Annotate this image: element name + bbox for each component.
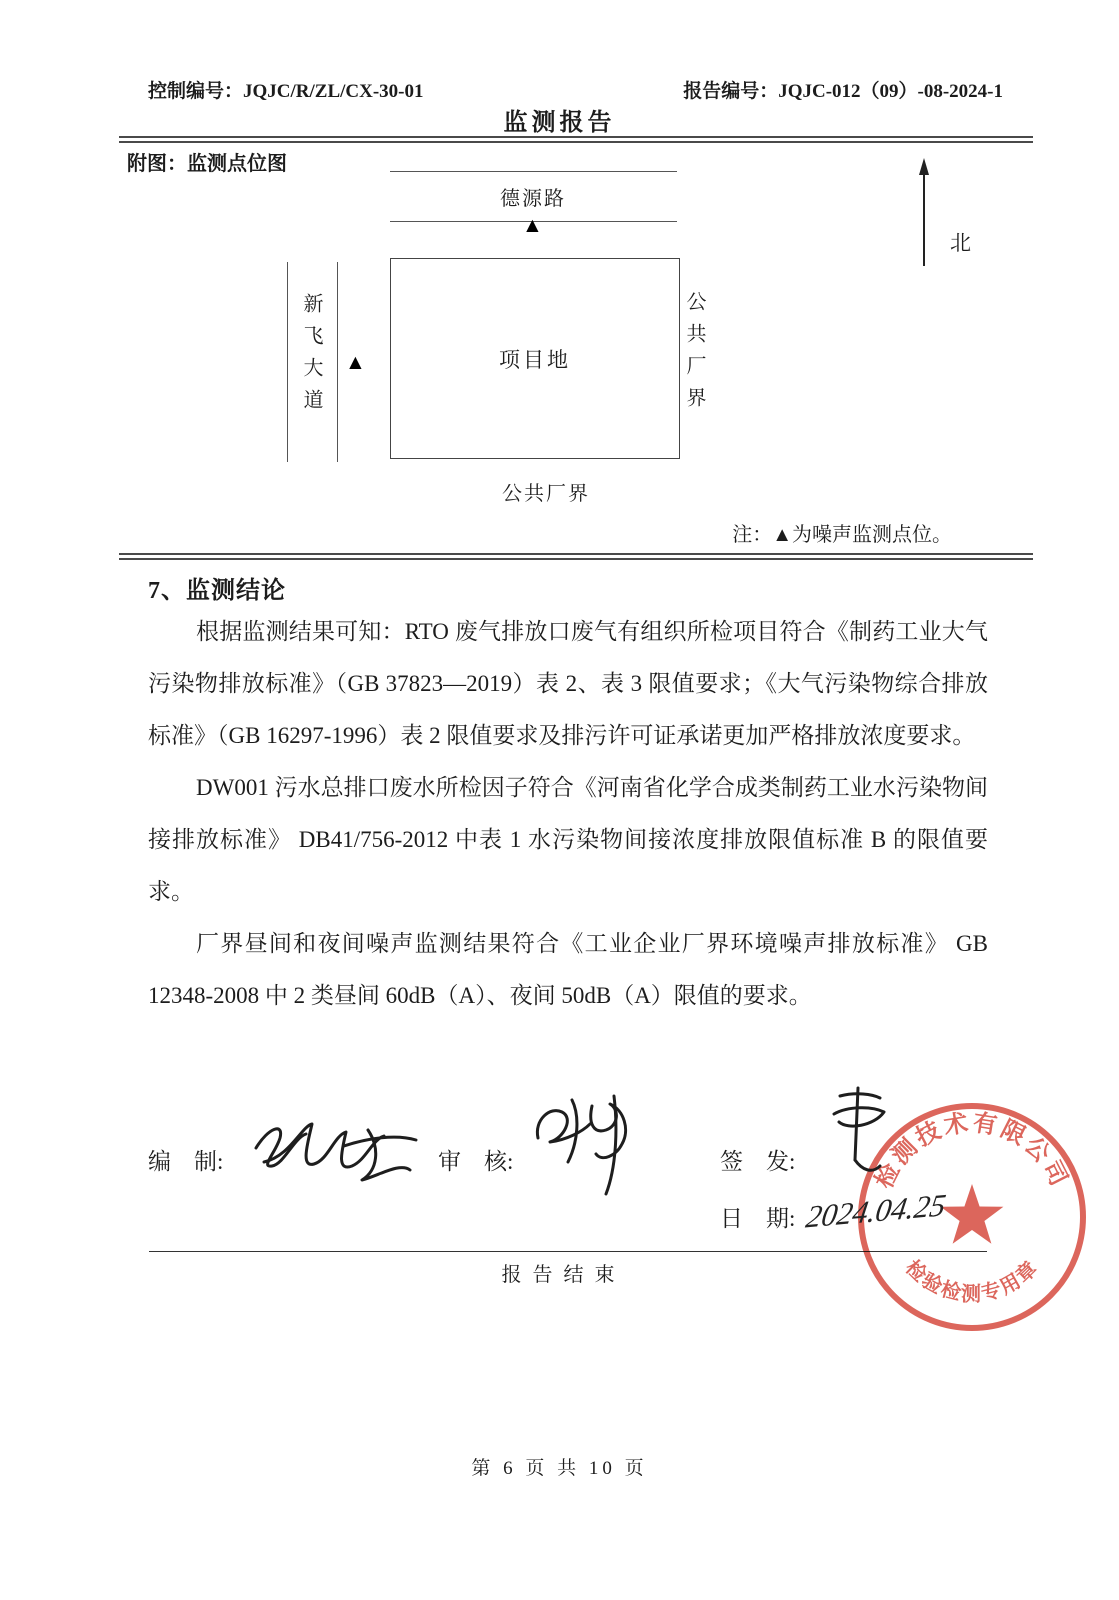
left-road-line-outer [287, 262, 288, 462]
issued-by-label: 签 发: [720, 1149, 796, 1174]
top-road-line-upper [390, 171, 677, 172]
noise-monitor-marker-west: ▲ [345, 350, 366, 374]
report-end-label: 报 告 结 束 [501, 1264, 618, 1286]
issued-signature-scribble [812, 1082, 904, 1184]
right-boundary-label: 公共厂界 [683, 291, 705, 419]
handwritten-date: 2024.04.25 [803, 1186, 949, 1235]
north-arrow-icon [916, 158, 932, 270]
project-site-box [390, 258, 680, 459]
prepared-signature-scribble [248, 1108, 428, 1196]
prepared-by-label: 编 制: [148, 1149, 224, 1174]
bottom-boundary-label: 公共厂界 [502, 483, 590, 505]
conclusion-body [148, 606, 988, 1022]
top-road-label: 德源路 [500, 188, 566, 210]
svg-text:检验检测专用章 [901, 1255, 1043, 1305]
noise-monitor-marker-north: ▲ [522, 213, 543, 237]
conclusion-paragraph-1: 根据监测结果可知：RTO 废气排放口废气有组织所检项目符合《制药工业大气污染物排放标准》（GB 37823—2019）表 2、表 3 限值要求；《大气污染物综合排放标准》（GB 16297-1996）表 2 限值要求及排污许可证承诺更加严格排放浓度要求。 [148, 619, 988, 748]
conclusion-heading: 7、监测结论 [148, 578, 286, 604]
header-divider [119, 136, 1033, 143]
seal-company-text: 检测技术有限公司 [871, 1110, 1073, 1193]
conclusion-paragraph-2: DW001 污水总排口废水所检因子符合《河南省化学合成类制药工业水污染物间接排放标准》 DB41/756-2012 中表 1 水污染物间接浓度排放限值标准 B 的限值要求。 [148, 775, 988, 904]
page-title: 监测报告 [503, 110, 616, 136]
reviewed-by-label: 审 核: [438, 1149, 514, 1174]
date-label: 日 期: [720, 1206, 796, 1231]
project-site-label: 项目地 [499, 347, 571, 372]
conclusion-paragraph-3: 厂界昼间和夜间噪声监测结果符合《工业企业厂界环境噪声排放标准》 GB 12348-2008 中 2 类昼间 60dB（A）、夜间 50dB（A）限值的要求。 [148, 931, 988, 1008]
left-road-label: 新飞大道 [300, 293, 322, 421]
page-number: 第 6 页 共 10 页 [471, 1458, 648, 1479]
left-road-line-inner [337, 262, 338, 462]
control-number: 控制编号：JQJC/R/ZL/CX-30-01 [148, 81, 424, 102]
diagram-note: 注：▲为噪声监测点位。 [732, 524, 952, 546]
reviewed-signature-scribble [520, 1088, 650, 1200]
seal-purpose-text: 检验检测专用章 [900, 1256, 1044, 1306]
report-number: 报告编号：JQJC-012（09）-08-2024-1 [683, 81, 1003, 102]
section-divider [119, 553, 1033, 560]
figure-caption: 附图：监测点位图 [127, 153, 287, 175]
north-label: 北 [950, 231, 971, 255]
